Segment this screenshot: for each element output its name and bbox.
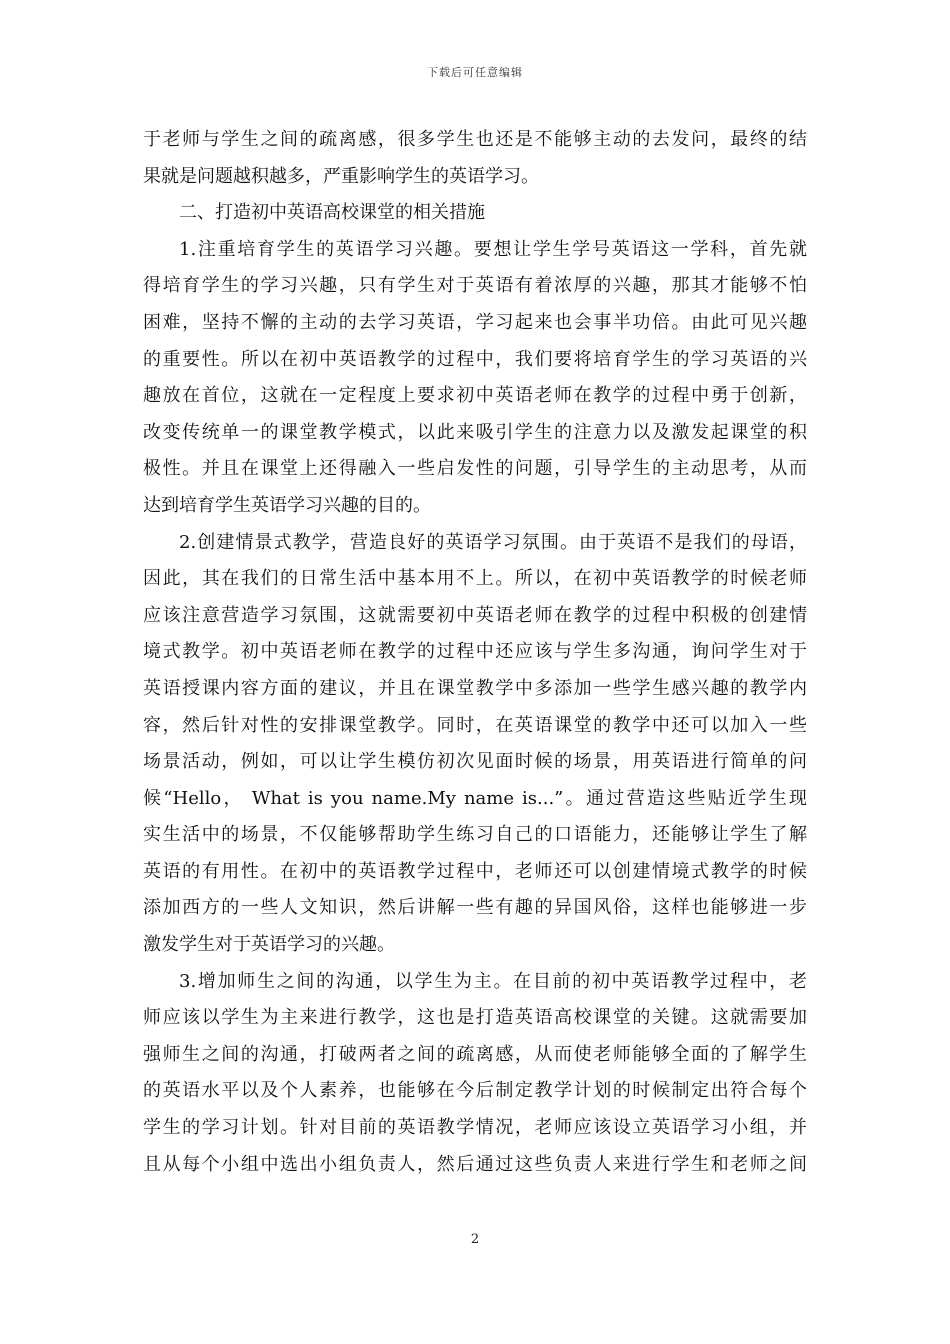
section-heading: 二、打造初中英语高校课堂的相关措施 [179,202,485,224]
text-line: 添加西方的一些人文知识，然后讲解一些有趣的异国风俗，这样也能够进一步 [143,897,807,919]
text-line: 境式教学。初中英语老师在教学的过程中还应该与学生多沟通，询问学生对于 [143,641,807,663]
text-line: 英语的有用性。在初中的英语教学过程中，老师还可以创建情境式教学的时候 [143,860,807,882]
text-line: 师应该以学生为主来进行教学，这也是打造英语高校课堂的关键。这就需要加 [143,1007,807,1029]
text-line: 趣放在首位，这就在一定程度上要求初中英语老师在教学的过程中勇于创新， [143,385,807,407]
text-line: 的英语水平以及个人素养，也能够在今后制定教学计划的时候制定出符合每个 [143,1080,807,1102]
text-line: 强师生之间的沟通，打破两者之间的疏离感，从而使老师能够全面的了解学生 [143,1043,807,1065]
text-line: 候“Hello， What is you name.My name is...”。通过营造这些贴近学生现 [143,787,807,809]
text-line: 2.创建情景式教学，营造良好的英语学习氛围。由于英语不是我们的母语， [179,531,807,553]
page-header: 下载后可任意编辑 [427,66,523,79]
text-line: 于老师与学生之间的疏离感，很多学生也还是不能够主动的去发问，最终的结 [143,129,807,150]
text-line: 英语授课内容方面的建议，并且在课堂教学中多添加一些学生感兴趣的教学内 [143,677,807,699]
text-line: 达到培育学生英语学习兴趣的目的。 [143,494,431,516]
text-line: 因此，其在我们的日常生活中基本用不上。所以，在初中英语教学的时候老师 [143,568,807,590]
text-line: 果就是问题越积越多，严重影响学生的英语学习。 [143,165,539,187]
text-line: 改变传统单一的课堂教学模式，以此来吸引学生的注意力以及激发起课堂的积 [143,421,807,443]
text-line: 场景活动，例如，可以让学生模仿初次见面时候的场景，用英语进行简单的问 [143,751,807,773]
text-line: 1.注重培育学生的英语学习兴趣。要想让学生学号英语这一学科，首先就 [179,238,807,260]
text-line: 极性。并且在课堂上还得融入一些启发性的问题，引导学生的主动思考，从而 [143,458,807,480]
text-line: 得培育学生的学习兴趣，只有学生对于英语有着浓厚的兴趣，那其才能够不怕 [143,275,807,297]
text-line: 的重要性。所以在初中英语教学的过程中，我们要将培育学生的学习英语的兴 [143,348,807,370]
text-line: 3.增加师生之间的沟通，以学生为主。在目前的初中英语教学过程中，老 [179,970,807,992]
text-line: 激发学生对于英语学习的兴趣。 [143,934,395,956]
text-line: 容，然后针对性的安排课堂教学。同时，在英语课堂的教学中还可以加入一些 [143,714,807,736]
text-line: 且从每个小组中选出小组负责人，然后通过这些负责人来进行学生和老师之间 [143,1153,807,1175]
document-body [143,122,807,1183]
text-line: 应该注意营造学习氛围，这就需要初中英语老师在教学的过程中积极的创建情 [143,604,807,626]
text-line: 学生的学习计划。针对目前的英语教学情况，老师应该设立英语学习小组，并 [143,1117,807,1139]
text-line: 实生活中的场景，不仅能够帮助学生练习自己的口语能力，还能够让学生了解 [143,824,807,846]
page-number: 2 [470,1232,480,1247]
text-line: 困难，坚持不懈的主动的去学习英语，学习起来也会事半功倍。由此可见兴趣 [143,311,807,333]
